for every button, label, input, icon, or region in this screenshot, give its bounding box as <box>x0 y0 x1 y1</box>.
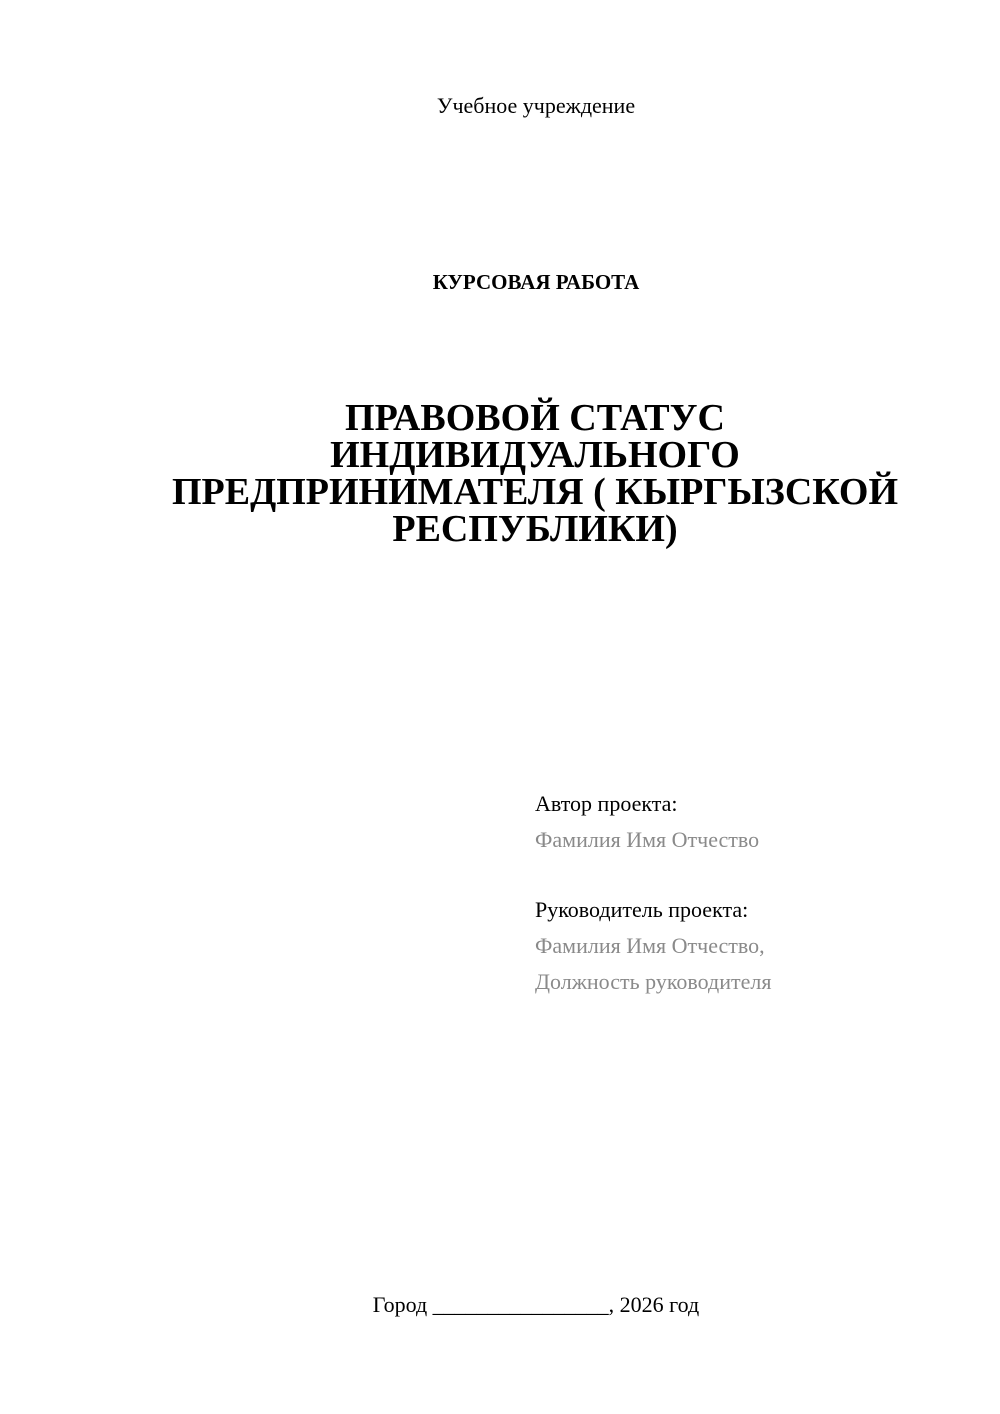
city-year-footer: Город ________________, 2026 год <box>372 1292 700 1317</box>
institution-name: Учебное учреждение <box>436 93 636 118</box>
title-line-4: РЕСПУБЛИКИ) <box>392 508 678 550</box>
supervisor-label: Руководитель проекта: <box>535 897 749 922</box>
supervisor-name: Фамилия Имя Отчество, <box>535 933 765 958</box>
document-title <box>150 397 920 550</box>
author-name: Фамилия Имя Отчество <box>535 827 760 852</box>
work-type: КУРСОВАЯ РАБОТА <box>432 270 640 294</box>
title-line-3: ПРЕДПРИНИМАТЕЛЯ ( КЫРГЫЗСКОЙ <box>171 471 899 513</box>
credits-block <box>535 786 975 1000</box>
credits-spacer <box>535 858 975 892</box>
supervisor-position: Должность руководителя <box>535 969 772 994</box>
author-label: Автор проекта: <box>535 791 678 816</box>
title-line-2: ИНДИВИДУАЛЬНОГО <box>330 434 740 476</box>
title-line-1: ПРАВОВОЙ СТАТУС <box>345 397 725 439</box>
